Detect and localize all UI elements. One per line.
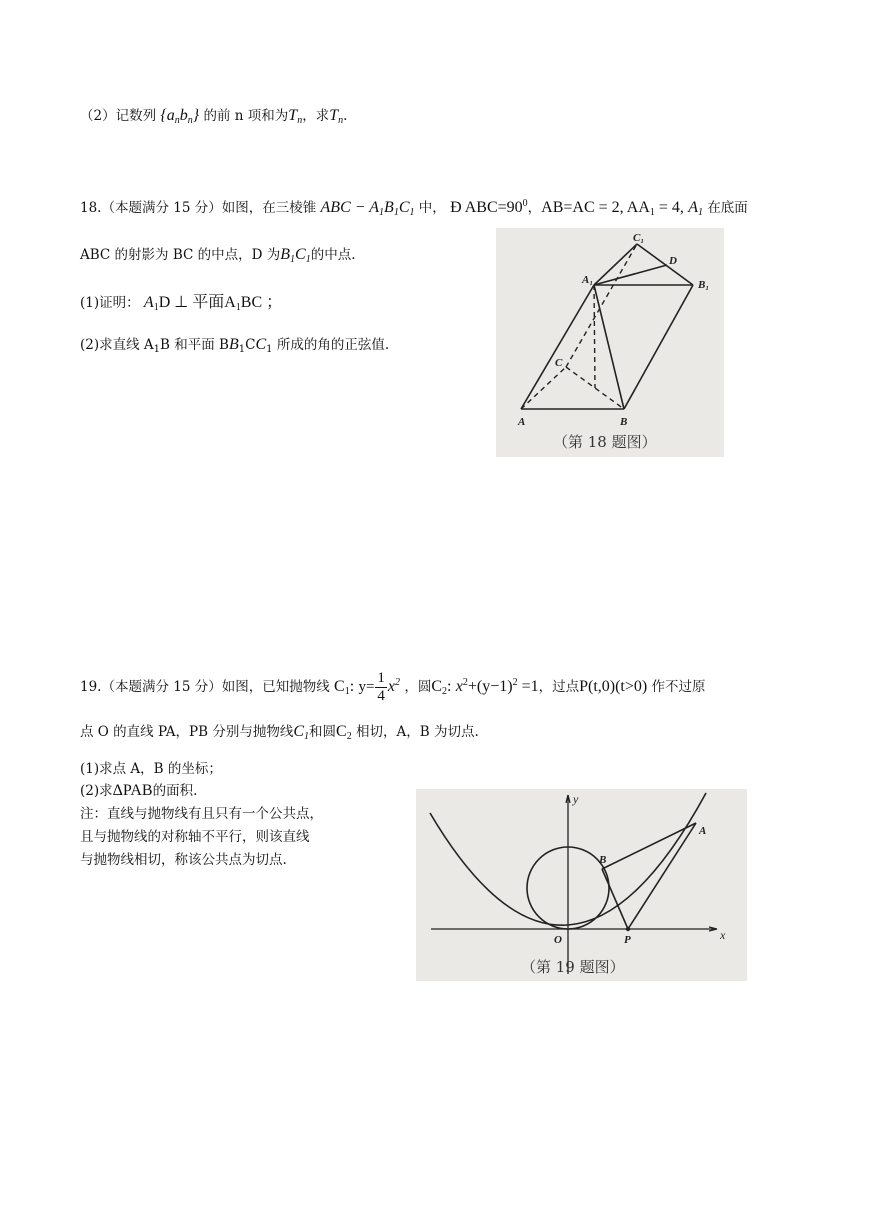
label-A1: A₁	[582, 274, 594, 286]
edge-CC1	[566, 244, 637, 367]
q19-note-3: 与抛物线相切，称该公共点为切点.	[80, 852, 287, 868]
q17-part2-prefix: （2）记数列	[80, 108, 157, 124]
q18-lengths: AB=AC = 2, $AA_1 = 4$,	[541, 199, 684, 218]
q17-part2: （2）记数列 $\{a_nb_n\}$ 的前 n 项和为$T_n$，求$T_n$.	[80, 107, 348, 126]
parabola-diagram	[416, 789, 747, 981]
label-B: B	[599, 854, 607, 866]
q18-angle: Ð $ABC=90^0$	[450, 198, 528, 216]
label-B1: B₁	[698, 279, 710, 291]
q19-note-1: 注：直线与抛物线有且只有一个公共点，	[80, 806, 323, 822]
q19-heading: 19.（本题满分 15 分）如图，已知抛物线 $C_1$: y= $\frac{1}{4}$ $x^2$ ，圆$C_2$: $x^2+(y-1)^2 =1$，过点P(t,0)(t>0) 作不过原	[80, 670, 706, 704]
label-y-axis: y	[573, 792, 579, 806]
fraction-one-quarter: $\frac{1}{4}$	[377, 670, 385, 704]
q18-part1: (1)证明： $A_1D$ ⊥ 平面$A_1BC$ ；	[80, 294, 283, 313]
line-PB	[602, 869, 628, 929]
q19-part1: (1)求点 A，B 的坐标；	[80, 761, 222, 777]
q17-sequence: $\{a_nb_n\}$	[160, 107, 200, 126]
label-D: D	[669, 255, 677, 267]
q17-part2-ask: ，求	[302, 108, 330, 124]
figure-19-caption: （第 19 题图）	[521, 958, 625, 976]
label-O: O	[554, 934, 562, 946]
prism-diagram	[496, 228, 724, 457]
figure-18-caption: （第 18 题图）	[553, 433, 657, 451]
label-B: B	[620, 416, 628, 428]
edge-C1B1	[637, 244, 693, 285]
figure-18	[496, 228, 724, 457]
figure-19	[416, 789, 747, 981]
q19-part2: (2)求ΔPAB的面积.	[80, 782, 198, 799]
q18-part2: (2)求直线 $A_1B$ 和平面 $BB_1CC_1$ 所成的角的正弦值.	[80, 336, 390, 355]
q18-prism-name: ABC − $A_1B_1C_1$	[320, 199, 415, 218]
label-A: A	[518, 416, 526, 428]
edge-BB1	[624, 285, 693, 409]
q18-heading: 18.（本题满分 15 分）如图，在三棱锥 ABC − $A_1B_1C_1$ 中， Ð $ABC=90^0$，AB=AC = 2, $AA_1 = 4$, $A_1$ 在底面	[80, 198, 748, 218]
q19-note-2: 且与抛物线的对称轴不平行，则该直线	[80, 829, 310, 845]
q19-line2: 点 O 的直线 PA，PB 分别与抛物线$C_1$和圆$C_2$ 相切，A，B 为切点.	[80, 723, 479, 742]
q18-line2: ABC 的射影为 BC 的中点，D 为$B_1C_1$的中点.	[80, 246, 356, 265]
label-C: C	[555, 357, 563, 369]
label-C1: C₁	[633, 232, 645, 244]
label-A: A	[699, 825, 707, 837]
label-P: P	[624, 934, 631, 946]
point-P-dot	[626, 927, 630, 931]
q17-T: $T_n$	[288, 107, 303, 126]
height	[594, 285, 595, 388]
edge-AA1	[521, 285, 594, 409]
label-x-axis: x	[720, 928, 726, 942]
edge-AC	[521, 367, 566, 409]
q17-part2-mid: 的前 n 项和为	[203, 108, 289, 124]
